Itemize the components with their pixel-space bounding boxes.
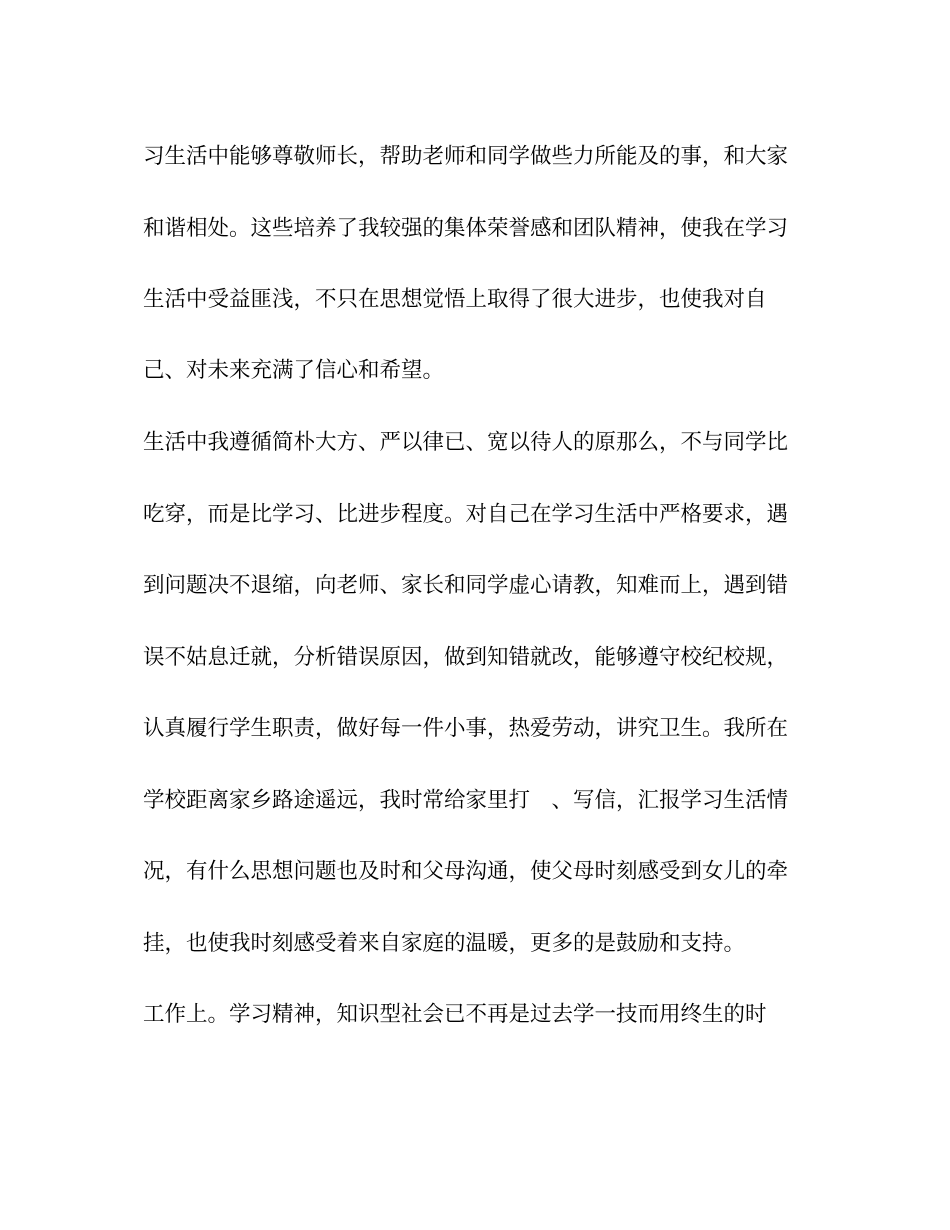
text-line: 吃穿，而是比学习、比进步程度。对自己在学习生活中严格要求，遇 (143, 502, 789, 527)
text-line: 工作上。学习精神，知识型社会已不再是过去学一技而用终生的时 (143, 1002, 767, 1027)
text-line: 认真履行学生职责，做好每一件小事，热爱劳动，讲究卫生。我所在 (143, 716, 789, 741)
text-line: 学校距离家乡路途遥远，我时常给家里打 、写信，汇报学习生活情 (143, 788, 789, 813)
text-line: 生活中我遵循简朴大方、严以律已、宽以待人的原那么，不与同学比 (143, 430, 789, 455)
text-line: 生活中受益匪浅，不只在思想觉悟上取得了很大进步，也使我对自 (143, 287, 767, 312)
text-line: 己、对未来充满了信心和希望。 (143, 358, 445, 383)
text-line: 挂，也使我时刻感受着来自家庭的温暖，更多的是鼓励和支持。 (143, 931, 746, 956)
text-line: 误不姑息迁就，分析错误原因，做到知错就改，能够遵守校纪校规， (143, 645, 789, 670)
text-line: 到问题决不退缩，向老师、家长和同学虚心请教，知难而上，遇到错 (143, 573, 789, 598)
text-line: 和谐相处。这些培养了我较强的集体荣誉感和团队精神，使我在学习 (143, 216, 789, 241)
text-line: 习生活中能够尊敬师长，帮助老师和同学做些力所能及的事，和大家 (143, 144, 789, 169)
text-line: 况，有什么思想问题也及时和父母沟通，使父母时刻感受到女儿的牵 (143, 859, 789, 884)
